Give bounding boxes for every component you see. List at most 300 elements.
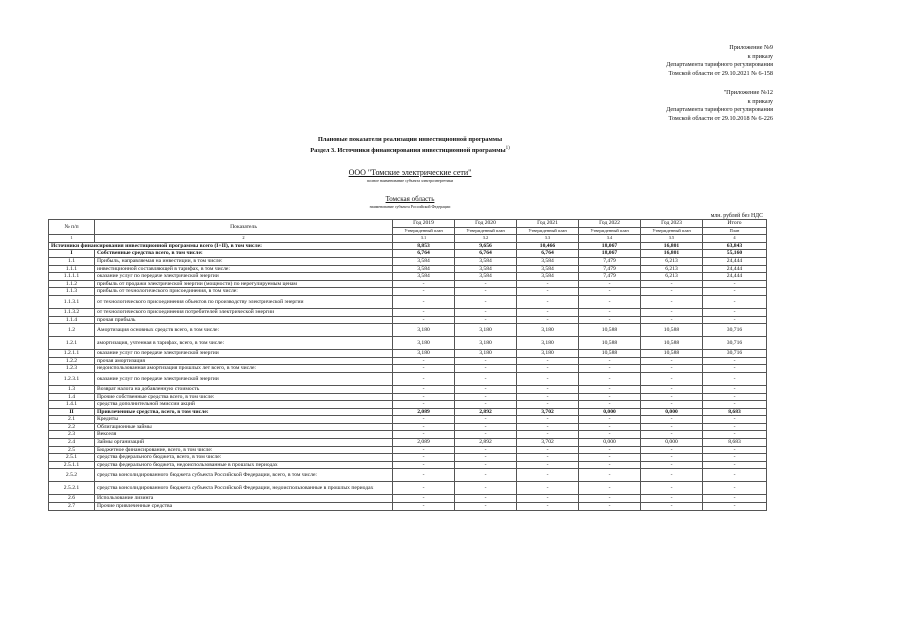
row-year-value: - bbox=[455, 280, 517, 288]
row-year-value: - bbox=[641, 365, 703, 373]
organization-block bbox=[310, 168, 510, 184]
appendix-note-current bbox=[666, 44, 773, 78]
financing-table bbox=[48, 219, 767, 511]
row-year-value: - bbox=[517, 295, 579, 308]
row-number: 1.1.3.1 bbox=[49, 295, 95, 308]
row-year-value: - bbox=[455, 393, 517, 401]
row-number: 1.1.4 bbox=[49, 316, 95, 324]
row-year-value: 3,180 bbox=[517, 337, 579, 350]
row-label: прочая амортизация bbox=[95, 357, 393, 365]
row-total-value: - bbox=[703, 385, 767, 393]
row-label: средства дополнительной эмиссии акций bbox=[95, 401, 393, 409]
table-row bbox=[49, 408, 767, 416]
row-total-value: - bbox=[703, 365, 767, 373]
row-year-value: - bbox=[641, 280, 703, 288]
row-label: средства федерального бюджета, всего, в том числе: bbox=[95, 454, 393, 462]
row-year-value: - bbox=[641, 416, 703, 424]
row-year-value: - bbox=[517, 288, 579, 296]
row-year-value: 16,801 bbox=[641, 242, 703, 250]
row-label: Использование лизинга bbox=[95, 495, 393, 503]
row-year-value: 0,000 bbox=[641, 408, 703, 416]
row-total-value: 8,683 bbox=[703, 439, 767, 447]
row-year-value: 7,479 bbox=[579, 273, 641, 281]
row-year-value: 3,702 bbox=[517, 408, 579, 416]
row-label: Кредиты bbox=[95, 416, 393, 424]
row-number: 1.1.2 bbox=[49, 280, 95, 288]
row-year-value: - bbox=[517, 423, 579, 431]
table-row bbox=[49, 316, 767, 324]
row-year-value: - bbox=[517, 372, 579, 385]
appendix-line: Томской области от 29.10.2018 № 6-226 bbox=[668, 114, 773, 122]
row-year-value: - bbox=[517, 446, 579, 454]
row-year-value: - bbox=[455, 446, 517, 454]
row-year-value: - bbox=[393, 495, 455, 503]
row-year-value: 8,853 bbox=[393, 242, 455, 250]
row-year-value: - bbox=[455, 316, 517, 324]
row-year-value: - bbox=[517, 316, 579, 324]
row-year-value: - bbox=[517, 365, 579, 373]
table-row bbox=[49, 308, 767, 316]
row-number: 1.2.3 bbox=[49, 365, 95, 373]
row-label: Займы организаций bbox=[95, 439, 393, 447]
row-year-value: 3,584 bbox=[517, 257, 579, 265]
row-year-value: - bbox=[641, 482, 703, 495]
row-label: Возврат налога на добавленную стоимость bbox=[95, 385, 393, 393]
row-year-value: - bbox=[455, 401, 517, 409]
row-year-value: - bbox=[579, 423, 641, 431]
row-number: I bbox=[49, 250, 95, 258]
table-row bbox=[49, 461, 767, 469]
row-year-value: 6,764 bbox=[393, 250, 455, 258]
header-year: Год 2022 bbox=[579, 220, 641, 228]
row-year-value: 6,213 bbox=[641, 265, 703, 273]
row-label: Собственные средства всего, в том числе: bbox=[95, 250, 393, 258]
row-year-value: - bbox=[393, 423, 455, 431]
row-number: 2.5.2 bbox=[49, 469, 95, 482]
row-year-value: - bbox=[455, 308, 517, 316]
table-body bbox=[49, 242, 767, 510]
row-year-value: 18,067 bbox=[579, 242, 641, 250]
row-year-value: - bbox=[517, 416, 579, 424]
row-year-value: - bbox=[393, 503, 455, 511]
row-year-value: - bbox=[455, 454, 517, 462]
organization-name: ООО "Томские электрические сети" bbox=[348, 168, 472, 177]
header-plan: Утвержденный план bbox=[517, 227, 579, 235]
row-year-value: - bbox=[641, 308, 703, 316]
row-total-value: 30,716 bbox=[703, 324, 767, 337]
row-year-value: - bbox=[455, 503, 517, 511]
row-year-value: - bbox=[641, 316, 703, 324]
row-year-value: - bbox=[641, 357, 703, 365]
table-row bbox=[49, 495, 767, 503]
row-label: от технологического присоединения потребителей электрической энергии bbox=[95, 308, 393, 316]
row-year-value: - bbox=[579, 316, 641, 324]
table-row bbox=[49, 431, 767, 439]
row-year-value: 6,764 bbox=[455, 250, 517, 258]
row-year-value: - bbox=[641, 372, 703, 385]
row-year-value: 18,067 bbox=[579, 250, 641, 258]
row-year-value: - bbox=[579, 357, 641, 365]
row-label: от технологического присоединения объектов по производству электрической энергии bbox=[95, 295, 393, 308]
row-year-value: 9,656 bbox=[455, 242, 517, 250]
row-year-value: - bbox=[455, 469, 517, 482]
row-year-value: - bbox=[455, 482, 517, 495]
row-year-value: - bbox=[393, 385, 455, 393]
row-label: средства консолидированного бюджета субъекта Российской Федерации, всего, в том числе: bbox=[95, 469, 393, 482]
row-total-value: 24,444 bbox=[703, 273, 767, 281]
row-number: 2.3 bbox=[49, 431, 95, 439]
row-year-value: - bbox=[579, 431, 641, 439]
table-row bbox=[49, 280, 767, 288]
row-year-value: - bbox=[393, 461, 455, 469]
row-year-value: - bbox=[517, 461, 579, 469]
row-number: 1.1.1.1 bbox=[49, 273, 95, 281]
row-total-value: 63,843 bbox=[703, 242, 767, 250]
row-year-value: - bbox=[517, 503, 579, 511]
row-year-value: 10,588 bbox=[641, 337, 703, 350]
row-year-value: - bbox=[393, 416, 455, 424]
row-year-value: 0,000 bbox=[579, 439, 641, 447]
row-year-value: - bbox=[393, 280, 455, 288]
row-year-value: - bbox=[393, 316, 455, 324]
appendix-line: Департамента тарифного регулирования bbox=[666, 106, 773, 114]
row-total-value: - bbox=[703, 316, 767, 324]
row-label: прибыль от технологического присоединения, в том числе: bbox=[95, 288, 393, 296]
row-year-value: 3,702 bbox=[517, 439, 579, 447]
row-number: 1.1.1 bbox=[49, 265, 95, 273]
table-row bbox=[49, 295, 767, 308]
row-number: 1.4.1 bbox=[49, 401, 95, 409]
row-label: Прочие привлеченные средства bbox=[95, 503, 393, 511]
row-year-value: - bbox=[579, 372, 641, 385]
region-name: Томская область bbox=[385, 195, 435, 203]
row-year-value: 3,584 bbox=[455, 265, 517, 273]
row-year-value: 3,584 bbox=[393, 257, 455, 265]
row-year-value: - bbox=[641, 461, 703, 469]
row-year-value: 7,479 bbox=[579, 257, 641, 265]
row-number: II bbox=[49, 408, 95, 416]
row-year-value: - bbox=[579, 365, 641, 373]
row-total-value: - bbox=[703, 401, 767, 409]
row-year-value: - bbox=[393, 295, 455, 308]
row-year-value: 3,180 bbox=[393, 337, 455, 350]
header-plan: Утвержденный план bbox=[393, 227, 455, 235]
row-year-value: 2,089 bbox=[393, 408, 455, 416]
table-row bbox=[49, 265, 767, 273]
row-year-value: - bbox=[579, 401, 641, 409]
table-row bbox=[49, 288, 767, 296]
row-total-value: - bbox=[703, 416, 767, 424]
row-year-value: 16,801 bbox=[641, 250, 703, 258]
row-year-value: 10,588 bbox=[641, 350, 703, 358]
row-label: Прочие собственные средства всего, в том числе: bbox=[95, 393, 393, 401]
row-year-value: 0,000 bbox=[579, 408, 641, 416]
row-year-value: - bbox=[641, 401, 703, 409]
table-row bbox=[49, 257, 767, 265]
table-row bbox=[49, 393, 767, 401]
table-row bbox=[49, 242, 767, 250]
row-year-value: - bbox=[517, 280, 579, 288]
row-number: 1.3 bbox=[49, 385, 95, 393]
header-num: № п/п bbox=[49, 220, 95, 235]
row-total-value: - bbox=[703, 446, 767, 454]
row-total-value: - bbox=[703, 503, 767, 511]
table-row bbox=[49, 503, 767, 511]
row-total-value: - bbox=[703, 461, 767, 469]
row-year-value: - bbox=[517, 482, 579, 495]
row-label: оказание услуг по передаче электрической энергии bbox=[95, 273, 393, 281]
row-total-value: 8,683 bbox=[703, 408, 767, 416]
row-number: 1.1.3.2 bbox=[49, 308, 95, 316]
row-year-value: - bbox=[455, 495, 517, 503]
table-row bbox=[49, 365, 767, 373]
row-total-value: 24,444 bbox=[703, 265, 767, 273]
table-row bbox=[49, 454, 767, 462]
table-row bbox=[49, 401, 767, 409]
header-index: 3.5 bbox=[641, 235, 703, 243]
row-year-value: 3,180 bbox=[455, 324, 517, 337]
row-total-value: - bbox=[703, 357, 767, 365]
row-year-value: - bbox=[517, 308, 579, 316]
row-label: Прибыль, направляемая на инвестиции, в том числе: bbox=[95, 257, 393, 265]
appendix-line: Приложение №9 bbox=[729, 44, 773, 51]
appendix-line: "Приложение №12 bbox=[723, 89, 773, 96]
region-caption: наименование субъекта Российской Федерации bbox=[369, 204, 451, 209]
document-title bbox=[260, 136, 560, 155]
row-year-value: - bbox=[455, 288, 517, 296]
row-total-value: 55,160 bbox=[703, 250, 767, 258]
title-footnote-mark: 1) bbox=[505, 145, 510, 151]
row-year-value: - bbox=[455, 431, 517, 439]
row-year-value: - bbox=[579, 416, 641, 424]
appendix-line: Томской области от 29.10.2021 № 6-158 bbox=[668, 69, 773, 77]
row-year-value: - bbox=[579, 495, 641, 503]
title-section: Раздел 3. Источники финансирования инвестиционной программы bbox=[310, 146, 506, 154]
row-number: 1.1 bbox=[49, 257, 95, 265]
row-label: Векселя bbox=[95, 431, 393, 439]
row-year-value: 6,213 bbox=[641, 273, 703, 281]
table-row bbox=[49, 273, 767, 281]
row-year-value: - bbox=[579, 503, 641, 511]
header-index: 2 bbox=[95, 235, 393, 243]
header-year: Год 2021 bbox=[517, 220, 579, 228]
region-block bbox=[340, 195, 480, 210]
row-number: 2.5.2.1 bbox=[49, 482, 95, 495]
row-year-value: - bbox=[579, 393, 641, 401]
row-year-value: - bbox=[641, 295, 703, 308]
row-year-value: - bbox=[393, 393, 455, 401]
row-total-value: - bbox=[703, 423, 767, 431]
row-year-value: - bbox=[517, 469, 579, 482]
row-number: 1.2 bbox=[49, 324, 95, 337]
row-year-value: - bbox=[579, 308, 641, 316]
row-year-value: - bbox=[517, 357, 579, 365]
row-label: недоиспользованная амортизация прошлых лет всего, в том числе: bbox=[95, 365, 393, 373]
header-index: 3.3 bbox=[517, 235, 579, 243]
header-year: Год 2023 bbox=[641, 220, 703, 228]
row-total-value: - bbox=[703, 469, 767, 482]
row-label: Бюджетное финансирование, всего, в том числе: bbox=[95, 446, 393, 454]
row-year-value: 10,588 bbox=[579, 350, 641, 358]
row-year-value: - bbox=[579, 446, 641, 454]
row-number: 2.2 bbox=[49, 423, 95, 431]
row-year-value: - bbox=[641, 446, 703, 454]
header-index: 3.1 bbox=[393, 235, 455, 243]
row-year-value: - bbox=[517, 393, 579, 401]
row-year-value: - bbox=[455, 423, 517, 431]
row-year-value: - bbox=[641, 469, 703, 482]
header-index: 1 bbox=[49, 235, 95, 243]
row-total-value: - bbox=[703, 372, 767, 385]
row-year-value: 10,588 bbox=[641, 324, 703, 337]
table-row bbox=[49, 385, 767, 393]
row-year-value: 3,180 bbox=[455, 350, 517, 358]
row-number: 2.5.1.1 bbox=[49, 461, 95, 469]
row-year-value: - bbox=[579, 385, 641, 393]
header-row-index bbox=[49, 235, 767, 243]
table-row bbox=[49, 446, 767, 454]
row-year-value: 3,584 bbox=[517, 273, 579, 281]
header-plan: Утвержденный план bbox=[579, 227, 641, 235]
table-row bbox=[49, 482, 767, 495]
row-year-value: - bbox=[579, 461, 641, 469]
table-row bbox=[49, 250, 767, 258]
row-year-value: - bbox=[455, 365, 517, 373]
row-year-value: 3,584 bbox=[517, 265, 579, 273]
row-number: 2.5 bbox=[49, 446, 95, 454]
row-label: оказание услуг по передаче электрической энергии bbox=[95, 350, 393, 358]
header-total: Итого bbox=[703, 220, 767, 228]
row-year-value: 3,180 bbox=[393, 350, 455, 358]
row-number: 1.2.1.1 bbox=[49, 350, 95, 358]
organization-caption: полное наименование субъекта электроэнергетики bbox=[366, 178, 454, 183]
row-number: 2.7 bbox=[49, 503, 95, 511]
table-row bbox=[49, 469, 767, 482]
row-total-value: 30,716 bbox=[703, 337, 767, 350]
header-index: 4 bbox=[703, 235, 767, 243]
row-total-value: - bbox=[703, 495, 767, 503]
row-year-value: - bbox=[641, 454, 703, 462]
table-row bbox=[49, 324, 767, 337]
row-total-value: - bbox=[703, 454, 767, 462]
row-number: 1.2.2 bbox=[49, 357, 95, 365]
header-year: Год 2020 bbox=[455, 220, 517, 228]
row-number: 1.1.3 bbox=[49, 288, 95, 296]
row-label: прочая прибыль bbox=[95, 316, 393, 324]
unit-label: млн. рублей без НДС bbox=[710, 213, 763, 219]
row-year-value: 0,000 bbox=[641, 439, 703, 447]
row-total-value: - bbox=[703, 393, 767, 401]
row-year-value: - bbox=[579, 482, 641, 495]
row-year-value: - bbox=[517, 401, 579, 409]
row-year-value: 10,466 bbox=[517, 242, 579, 250]
header-plan: Утвержденный план bbox=[641, 227, 703, 235]
row-year-value: 3,584 bbox=[455, 257, 517, 265]
table-row bbox=[49, 423, 767, 431]
row-year-value: 2,089 bbox=[393, 439, 455, 447]
row-year-value: - bbox=[579, 295, 641, 308]
row-year-value: 2,892 bbox=[455, 408, 517, 416]
row-year-value: - bbox=[455, 357, 517, 365]
row-year-value: - bbox=[455, 372, 517, 385]
row-year-value: - bbox=[517, 454, 579, 462]
header-index: 3.2 bbox=[455, 235, 517, 243]
row-year-value: - bbox=[641, 393, 703, 401]
row-label: инвестиционной составляющей в тарифах, в том числе: bbox=[95, 265, 393, 273]
row-year-value: - bbox=[393, 446, 455, 454]
title-line-1: Плановые показатели реализации инвестиционной программы bbox=[317, 136, 503, 143]
table-row bbox=[49, 337, 767, 350]
row-number: 2.1 bbox=[49, 416, 95, 424]
row-year-value: - bbox=[393, 308, 455, 316]
row-number: 1.2.3.1 bbox=[49, 372, 95, 385]
row-total-value: - bbox=[703, 280, 767, 288]
row-year-value: - bbox=[393, 401, 455, 409]
row-year-value: - bbox=[393, 431, 455, 439]
row-year-value: - bbox=[517, 495, 579, 503]
row-year-value: - bbox=[455, 385, 517, 393]
row-label: Источники финансирования инвестиционной программы всего (I+II), в том числе: bbox=[49, 242, 393, 250]
row-year-value: - bbox=[393, 469, 455, 482]
row-year-value: - bbox=[641, 503, 703, 511]
row-year-value: - bbox=[517, 385, 579, 393]
row-year-value: - bbox=[579, 288, 641, 296]
row-year-value: - bbox=[393, 482, 455, 495]
row-year-value: - bbox=[393, 288, 455, 296]
header-plan: Утвержденный план bbox=[455, 227, 517, 235]
row-year-value: - bbox=[641, 431, 703, 439]
row-total-value: - bbox=[703, 431, 767, 439]
row-year-value: 6,213 bbox=[641, 257, 703, 265]
row-year-value: 10,588 bbox=[579, 324, 641, 337]
row-year-value: - bbox=[393, 357, 455, 365]
row-year-value: - bbox=[641, 288, 703, 296]
row-total-value: 24,444 bbox=[703, 257, 767, 265]
row-year-value: 3,180 bbox=[393, 324, 455, 337]
row-year-value: - bbox=[641, 385, 703, 393]
header-index: 3.4 bbox=[579, 235, 641, 243]
row-number: 2.5.1 bbox=[49, 454, 95, 462]
title-line-2 bbox=[260, 145, 560, 156]
row-label: Облигационные займы bbox=[95, 423, 393, 431]
row-year-value: - bbox=[455, 295, 517, 308]
row-year-value: - bbox=[579, 454, 641, 462]
header-year: Год 2019 bbox=[393, 220, 455, 228]
row-total-value: - bbox=[703, 308, 767, 316]
row-year-value: 2,892 bbox=[455, 439, 517, 447]
row-year-value: 3,180 bbox=[517, 324, 579, 337]
row-year-value: 10,588 bbox=[579, 337, 641, 350]
table-row bbox=[49, 350, 767, 358]
row-year-value: 3,584 bbox=[393, 265, 455, 273]
row-label: амортизация, учтенная в тарифах, всего, в том числе: bbox=[95, 337, 393, 350]
row-number: 1.4 bbox=[49, 393, 95, 401]
table-row bbox=[49, 357, 767, 365]
row-year-value: - bbox=[641, 423, 703, 431]
row-label: оказание услуг по передаче электрической энергии bbox=[95, 372, 393, 385]
row-year-value: - bbox=[579, 469, 641, 482]
row-label: прибыль от продажи электрической энергии (мощности) по нерегулируемым ценам bbox=[95, 280, 393, 288]
table-row bbox=[49, 372, 767, 385]
row-label: Амортизация основных средств всего, в том числе: bbox=[95, 324, 393, 337]
row-year-value: 3,180 bbox=[517, 350, 579, 358]
appendix-note-original bbox=[666, 89, 773, 123]
row-number: 2.6 bbox=[49, 495, 95, 503]
row-year-value: - bbox=[517, 431, 579, 439]
header-total-plan: План bbox=[703, 227, 767, 235]
row-year-value: - bbox=[393, 454, 455, 462]
row-year-value: 3,180 bbox=[455, 337, 517, 350]
